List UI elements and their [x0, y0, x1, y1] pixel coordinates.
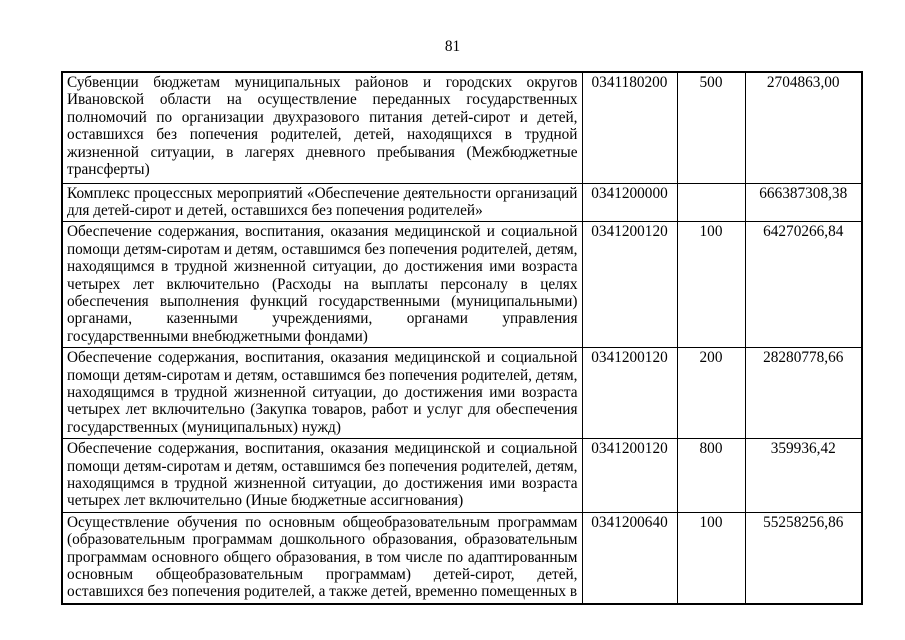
expense-type-cell: 100	[677, 512, 745, 604]
table-row	[62, 183, 862, 222]
code-cell: 0341200000	[582, 183, 677, 222]
budget-table	[61, 71, 863, 605]
table-row	[62, 72, 862, 183]
code-cell: 0341200120	[582, 348, 677, 439]
table-row	[62, 222, 862, 348]
description-cell: Обеспечение содержания, воспитания, оказания медицинской и социальной помощи детям-сиротам и детям, оставшимся без попечения родителей, детям, находящимся в трудной жизненной ситуации, до достижения ими возраста четырех лет включительно (Закупка товаров, работ и услуг для обеспечения государственных (муниципальных) нужд)	[62, 348, 582, 439]
description-cell: Комплекс процессных мероприятий «Обеспечение деятельности организаций для детей-сирот и детей, оставшихся без попечения родителей»	[62, 183, 582, 222]
expense-type-cell: 500	[677, 72, 745, 183]
expense-type-cell	[677, 183, 745, 222]
table-row	[62, 439, 862, 513]
table-row	[62, 348, 862, 439]
page-number: 81	[444, 38, 461, 55]
code-cell: 0341180200	[582, 72, 677, 183]
amount-cell: 359936,42	[745, 439, 862, 513]
amount-cell: 28280778,66	[745, 348, 862, 439]
expense-type-cell: 800	[677, 439, 745, 513]
expense-type-cell: 200	[677, 348, 745, 439]
description-cell: Обеспечение содержания, воспитания, оказания медицинской и социальной помощи детям-сиротам и детям, оставшимся без попечения родителей, детям, находящимся в трудной жизненной ситуации, до достижения ими возраста четырех лет включительно (Расходы на выплаты персоналу в целях обеспечения выполнения функций государственными (муниципальными) органами, казенными учреждениями, органами управления государственными внебюджетными фондами)	[62, 222, 582, 348]
description-cell: Субвенции бюджетам муниципальных районов и городских округов Ивановской области на осуществление переданных государственных полномочий по организации двухразового питания детей-сирот и детей, оставшихся без попечения родителей, детей, находящихся в трудной жизненной ситуации, в лагерях дневного пребывания (Межбюджетные трансферты)	[62, 72, 582, 183]
description-cell: Осуществление обучения по основным общеобразовательным программам (образовательным программам дошкольного образования, образовательным программам основного общего образования, в том числе по адаптированным основным общеобразовательным программам) детей-сирот, детей, оставшихся без попечения родителей, а также детей, временно помещенных в	[62, 512, 582, 604]
amount-cell: 64270266,84	[745, 222, 862, 348]
table-row	[62, 512, 862, 604]
code-cell: 0341200120	[582, 222, 677, 348]
expense-type-cell: 100	[677, 222, 745, 348]
amount-cell: 2704863,00	[745, 72, 862, 183]
description-cell: Обеспечение содержания, воспитания, оказания медицинской и социальной помощи детям-сиротам и детям, оставшимся без попечения родителей, детям, находящимся в трудной жизненной ситуации, до достижения ими возраста четырех лет включительно (Иные бюджетные ассигнования)	[62, 439, 582, 513]
code-cell: 0341200120	[582, 439, 677, 513]
amount-cell: 55258256,86	[745, 512, 862, 604]
code-cell: 0341200640	[582, 512, 677, 604]
amount-cell: 666387308,38	[745, 183, 862, 222]
